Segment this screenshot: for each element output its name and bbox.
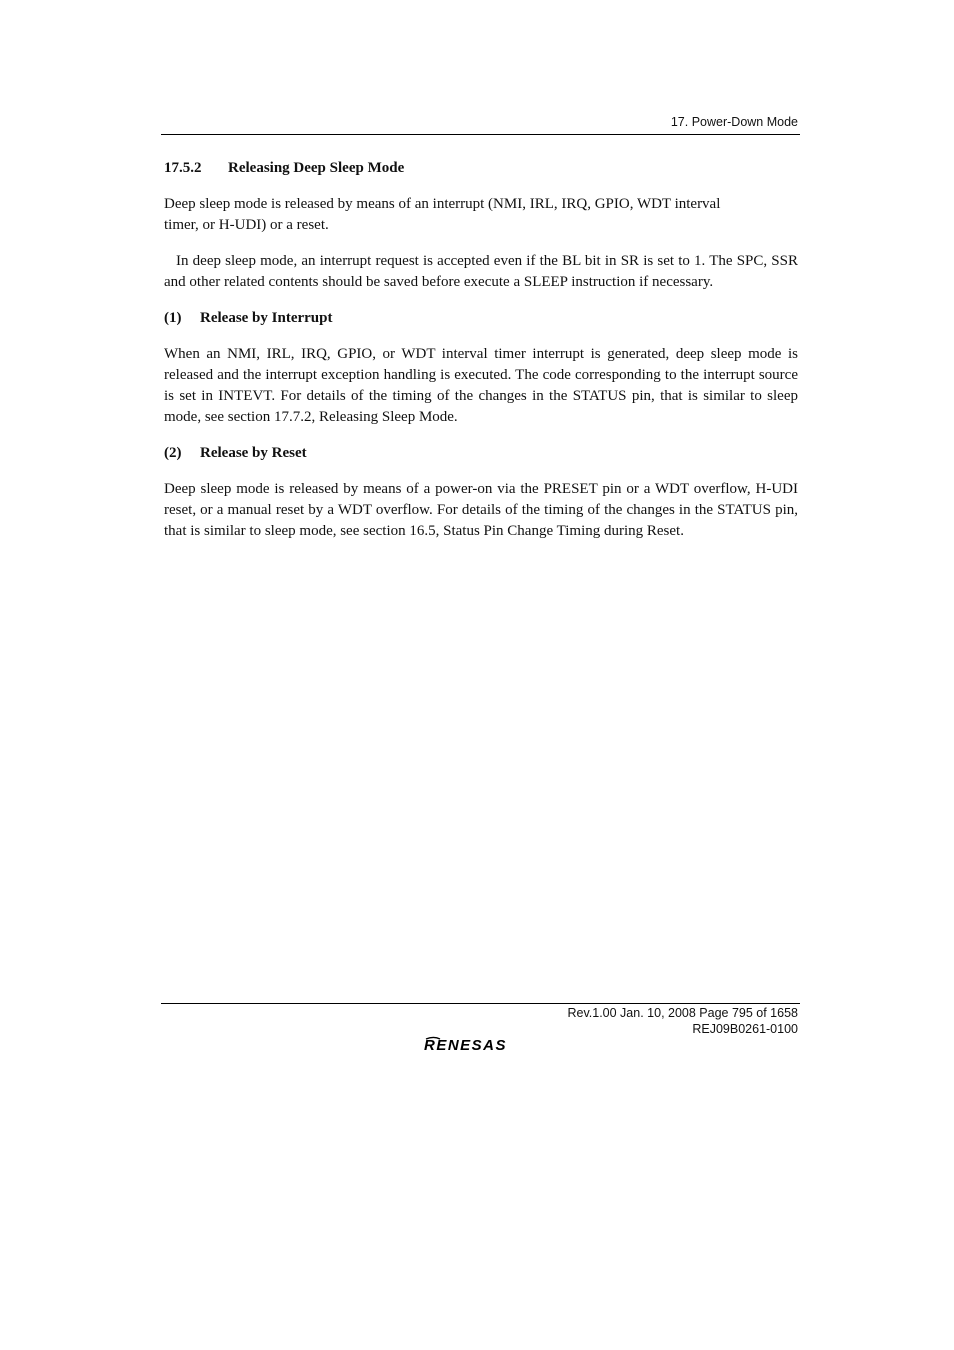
section-heading bbox=[164, 158, 798, 179]
subsection-heading-2 bbox=[164, 443, 798, 464]
intro-paragraph bbox=[164, 194, 798, 236]
subsection-body-1: When an NMI, IRL, IRQ, GPIO, or WDT interval timer interrupt is generated, deep sleep mode is released and the interrupt exception handling is executed. The code corresponding to the interrupt source is set in INTEVT. For details of the timing of the changes in the STATUS pin, that is similar to sleep mode, see section 17.7.2, Releasing Sleep Mode. bbox=[164, 346, 798, 425]
footer-rule bbox=[161, 1003, 800, 1004]
section-number: 17.5.2 bbox=[164, 160, 202, 176]
header-rule bbox=[161, 134, 800, 135]
subsection-number: (1) bbox=[164, 310, 182, 326]
section-title: Releasing Deep Sleep Mode bbox=[228, 160, 405, 176]
intro-line-2: timer, or H-UDI) or a reset. bbox=[164, 217, 329, 233]
logo-text: RENESAS bbox=[424, 1037, 508, 1054]
renesas-logo bbox=[422, 1034, 542, 1054]
subsection-number: (2) bbox=[164, 445, 182, 461]
document-code: REJ09B0261-0100 bbox=[692, 1022, 798, 1036]
intro-line-1: Deep sleep mode is released by means of an interrupt (NMI, IRL, IRQ, GPIO, WDT interval bbox=[164, 196, 721, 212]
footer-info bbox=[567, 1005, 798, 1037]
page-body bbox=[164, 158, 798, 557]
subsection-title: Release by Interrupt bbox=[200, 310, 333, 326]
running-header: 17. Power-Down Mode bbox=[670, 115, 798, 129]
subsection-heading-1 bbox=[164, 308, 798, 329]
note-paragraph: In deep sleep mode, an interrupt request is accepted even if the BL bit in SR is set to 1. The SPC, SSR and other related contents should be saved before execute a SLEEP instruction if necessary. bbox=[164, 253, 798, 290]
subsection-body-2: Deep sleep mode is released by means of a power-on via the PRESET pin or a WDT overflow, H-UDI reset, or a manual reset by a WDT overflow. For details of the timing of the changes in the STATUS pin, that is similar to sleep mode, see section 16.5, Status Pin Change Timing during Reset. bbox=[164, 481, 798, 539]
subsection-title: Release by Reset bbox=[200, 445, 307, 461]
revision-info: Rev.1.00 Jan. 10, 2008 Page 795 of 1658 bbox=[567, 1006, 798, 1020]
